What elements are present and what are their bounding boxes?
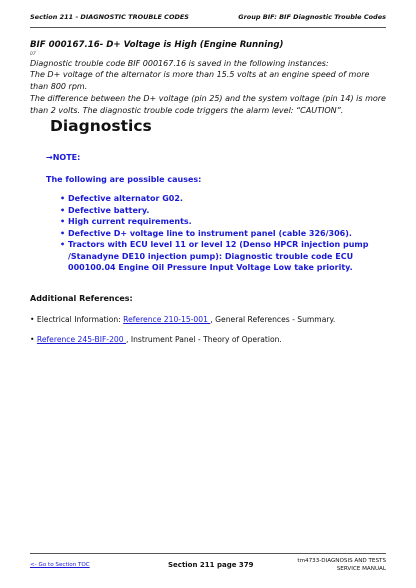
- reference-item: • Reference 245-BIF-200 , Instrument Panel - Theory of Operation.: [30, 335, 282, 344]
- reference-item: • Electrical Information: Reference 210-15-001 , General References - Summary.: [30, 315, 336, 324]
- cause-item: • Defective alternator G02.: [60, 194, 183, 203]
- footer-divider: [30, 553, 386, 554]
- header-divider: [30, 27, 386, 28]
- diagnostics-heading: Diagnostics: [50, 117, 152, 135]
- bullet-icon: •: [60, 205, 66, 215]
- small-marker: 07: [30, 52, 36, 57]
- header-group: Group BIF: BIF Diagnostic Trouble Codes: [238, 13, 386, 21]
- cause-item: • High current requirements.: [60, 217, 192, 226]
- reference-link[interactable]: Reference 210-15-001: [123, 315, 211, 324]
- reference-link[interactable]: Reference 245-BIF-200: [36, 335, 126, 344]
- dtc-title: BIF 000167.16- D+ Voltage is High (Engine Running): [30, 40, 284, 50]
- cause-item: • Tractors with ECU level 11 or level 12 (Denso HPCR injection pump /Stanadyne DE10 injection pump): Diagnostic trouble code ECU 000100.04 Engine Oil Pressure Input Voltage Low take priority.: [60, 240, 369, 272]
- bullet-icon: •: [60, 194, 66, 203]
- intro-line-3: The difference between the D+ voltage (pin 25) and the system voltage (pin 14) is more than 2 volts. The diagnostic trouble code triggers the alarm level: “CAUTION”.: [30, 94, 386, 115]
- additional-references-heading: Additional References:: [30, 294, 133, 303]
- cause-item: • Defective D+ voltage line to instrument panel (cable 326/306).: [60, 228, 352, 238]
- page-number: Section 211 page 379: [168, 561, 254, 569]
- page-header: [30, 13, 386, 25]
- header-section: Section 211 - DIAGNOSTIC TROUBLE CODES: [30, 13, 189, 21]
- bullet-icon: •: [60, 228, 66, 238]
- intro-line-1: Diagnostic trouble code BIF 000167.16 is saved in the following instances:: [30, 59, 329, 68]
- manual-id: tm4733-DIAGNOSIS AND TESTS SERVICE MANUAL: [297, 558, 386, 572]
- causes-list: [60, 193, 380, 274]
- intro-line-2: The D+ voltage of the alternator is more than 15.5 volts at an engine speed of more than 800 rpm.: [30, 70, 370, 91]
- bullet-icon: •: [60, 217, 66, 226]
- cause-item: • Defective battery.: [60, 205, 150, 215]
- bullet-icon: •: [60, 240, 66, 249]
- go-to-section-toc-link[interactable]: <- Go to Section TOC: [30, 562, 90, 568]
- note-label: →NOTE:: [46, 153, 81, 162]
- causes-heading: The following are possible causes:: [46, 175, 202, 184]
